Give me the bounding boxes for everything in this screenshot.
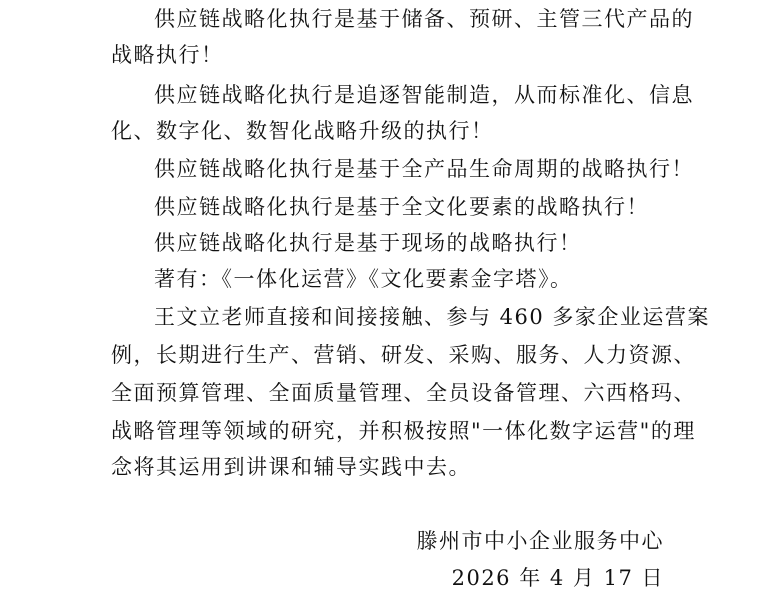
paragraph-7-line-5: 念将其运用到讲课和辅导实践中去。 [111, 455, 471, 479]
paragraph-1-line-1: 供应链战略化执行是基于储备、预研、主管三代产品的 [154, 7, 694, 31]
paragraph-2-line-2: 化、数字化、数智化战略升级的执行！ [111, 119, 494, 143]
paragraph-7-line-4: 战略管理等领域的研究，并积极按照"一体化数字运营"的理 [111, 419, 696, 443]
paragraph-4-line-1: 供应链战略化执行是基于全文化要素的战略执行！ [154, 195, 649, 219]
paragraph-2-line-1: 供应链战略化执行是追逐智能制造，从而标准化、信息 [154, 83, 694, 107]
paragraph-7-line-3: 全面预算管理、全面质量管理、全员设备管理、六西格玛、 [111, 381, 696, 405]
paragraph-7-line-1: 王文立老师直接和间接接触、参与 460 多家企业运营案 [154, 305, 710, 329]
paragraph-6-line-1: 著有：《一体化运营》《文化要素金字塔》。 [154, 267, 573, 291]
paragraph-7-line-2: 例，长期进行生产、营销、研发、采购、服务、人力资源、 [111, 343, 696, 367]
paragraph-1-line-2: 战略执行！ [111, 43, 224, 67]
paragraph-5-line-1: 供应链战略化执行是基于现场的战略执行！ [154, 231, 582, 255]
signature-date: 2026 年 4 月 17 日 [451, 566, 664, 590]
paragraph-3-line-1: 供应链战略化执行是基于全产品生命周期的战略执行！ [154, 157, 694, 181]
signature-organization: 滕州市中小企业服务中心 [416, 529, 664, 553]
